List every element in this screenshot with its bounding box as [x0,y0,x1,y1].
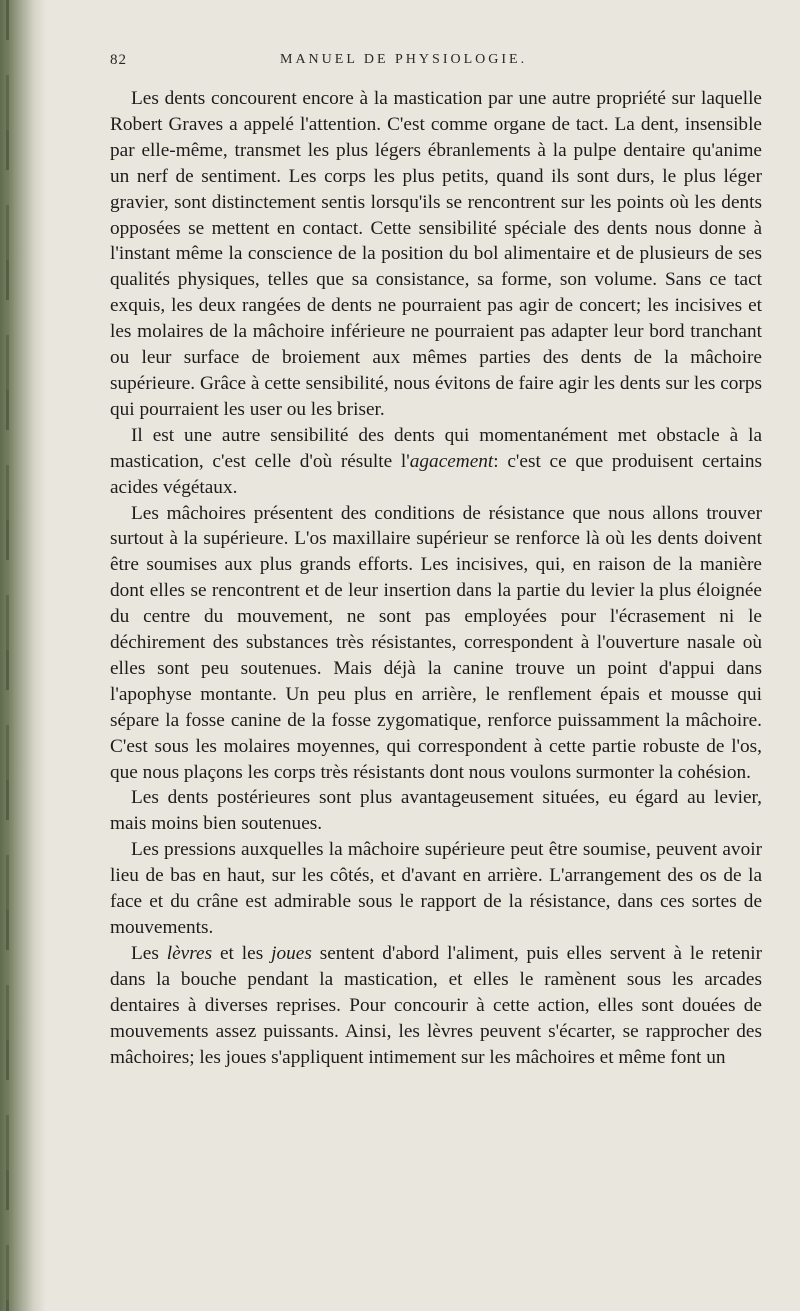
paragraph-text: Les pressions auxquelles la mâchoire supérieure peut être soumise, peuvent avoir lieu de bas en haut, sur les côtés, et d'avant en arrière. L'arrangement des os de la face et du crâne est admirable sous le rapport de la résistance, dans ces sortes de mouvements. [110,839,762,938]
running-head [110,52,762,78]
italic-term-agacement: agacement [409,450,494,472]
paragraph-text: Les dents concourent encore à la mastication par une autre propriété sur laquelle Robert Graves a appelé l'attention. C'est comme organe de tact. La dent, insensible par elle-même, transmet les plus légers ébranlements à la pulpe dentaire qu'anime un nerf de sentiment. Les corps les plus petits, quand ils sont durs, le plus léger gravier, sont distinctement sentis lorsqu'ils se rencontrent sur les points où les dents opposées se mettent en contact. Cette sensibilité spéciale des dents nous donne à l'instant même la conscience de la position du bol alimentaire et de plusieurs de ses qualités physiques, telles que sa consistance, sa forme, son volume. Sans ce tact exquis, les deux rangées de dents ne pourraient pas agir de concert; les incisives et les molaires de la mâchoire inférieure ne pourraient pas adapter leur bord tranchant ou leur surface de broiement aux mêmes parties des dents de la mâchoire supérieure. Grâce à cette sensibilité, nous évitons de faire agir les dents sur les corps qui pourraient les user ou les briser. [110,88,762,420]
paragraph-text: Les mâchoires présentent des conditions de résistance que nous allons trouver surtout à la supérieure. L'os maxillaire supérieur se renforce là où les dents doivent être soumises aux plus grands efforts. Les incisives, qui, en raison de la manière dont elles se rencontrent et de leur insertion dans la partie du levier la plus éloignée du centre du mouvement, ne sont pas employées pour l'écrasement ni le déchirement des substances très résistantes, correspondent à l'ouverture nasale où elles sont peu soutenues. Mais déjà la canine trouve un point d'appui dans l'apophyse montante. Un peu plus en arrière, le renflement épais et mousse qui sépare la fosse canine de la fosse zygomatique, renforce puissamment la mâchoire. C'est sous les molaires moyennes, qui correspondent à cette partie robuste de l'os, que nous plaçons les corps très résistants dont nous voulons surmonter la cohésion. [110,502,762,783]
italic-term-levres: lèvres [166,942,213,964]
page-number: 82 [110,52,127,68]
body-text [110,86,762,1070]
book-binding-edge [0,0,46,1311]
paragraph-posterior-teeth [110,785,762,837]
paragraph-tactile-sense [110,86,762,423]
paragraph-pressures [110,837,762,941]
paragraph-jaw-resistance [110,501,762,786]
paragraph-text: : c'est ce que produisent certains acides végétaux. [110,450,763,498]
paragraph-text: Les dents postérieures sont plus avantageusement situées, eu égard au levier, mais moins bien soutenues. [110,787,762,835]
paragraph-lips-cheeks [110,941,762,1071]
italic-term-joues: joues [271,942,312,964]
paragraph-text: Il est une autre sensibilité des dents qui momentanément met obstacle à la mastication, c'est celle d'où résulte l' [110,424,762,472]
running-title: MANUEL DE PHYSIOLOGIE. [280,52,528,67]
paragraph-text: sentent d'abord l'aliment, puis elles servent à le retenir dans la bouche pendant la mastication, et elles le ramènent sous les arcades dentaires à diverses reprises. Pour concourir à cette action, elles sont douées de mouvements assez puissants. Ainsi, les lèvres peuvent s'écarter, se rapprocher des mâchoires; les joues s'appliquent intimement sur les mâchoires et même font un [110,942,762,1068]
paragraph-text: Les [131,942,167,964]
paragraph-text: et les [212,942,272,964]
book-page [110,52,762,1070]
paragraph-agacement [110,423,762,501]
